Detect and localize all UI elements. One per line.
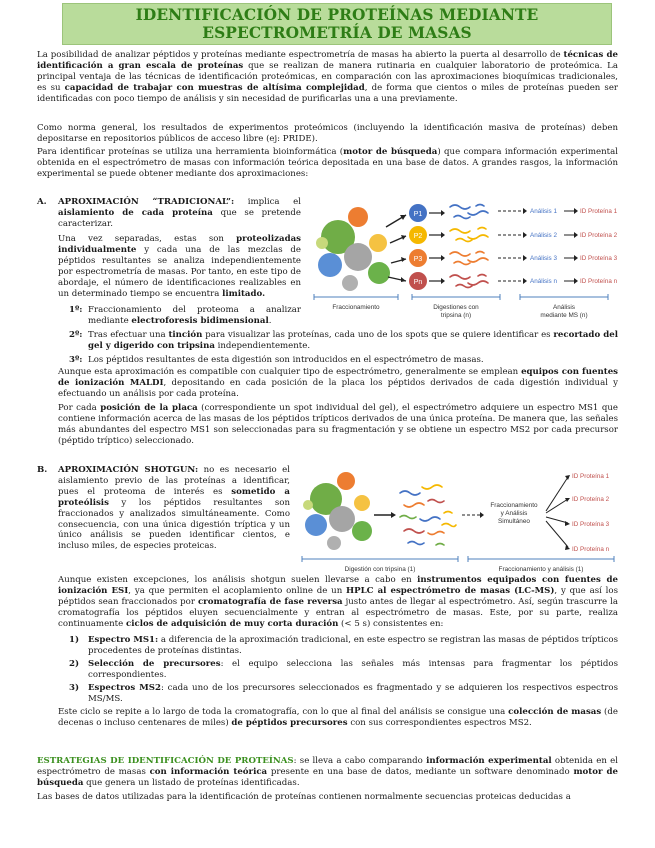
section-b-paragraph-3: Este ciclo se repite a lo largo de toda la cromatografía, con lo que al final del análisis se consigue una colección de masas (de decenas o incluso centenares de miles) de péptidos precursores con sus correspondientes espectros MS2.: [58, 707, 618, 728]
mixed-peptides: [400, 485, 456, 545]
peptides-pn: [450, 275, 488, 288]
section-b-label: B.: [37, 465, 48, 475]
spot-green-small: [368, 262, 390, 284]
step-1-text: Fraccionamiento del proteoma a analizar mediante electroforesis bidimensional.: [88, 305, 301, 326]
caption-digestiones-1: Digestiones con: [433, 304, 479, 311]
list-1-text: Espectro MS1: a diferencia de la aproximación tradicional, en este espectro se registran las masas de péptidos trípticos procedentes de proteínas distintas.: [88, 635, 619, 656]
spot-grey-large: [344, 243, 372, 271]
caption-fraccionamiento-shotgun: Fraccionamiento y análisis (1): [498, 566, 584, 573]
center-label-3: Simultáneo: [498, 518, 530, 525]
step-1-number: 1º:: [69, 305, 83, 315]
id-protein-3: ID Proteína 3: [580, 255, 618, 262]
figure-traditional-approach: [308, 193, 620, 327]
section-b-paragraph-1: APROXIMACIÓN SHOTGUN: no es necesario el aislamiento previo de las proteínas a identificar, pues el proteoma de interés es sometido a proteólisis y los péptidos resultantes son fraccionados y analizados simultáneamente. Como consecuencia, con una única digestión tríptica y un único análisis se pueden identificar cientos, e incluso miles, de especies proteicas.: [58, 465, 290, 552]
caption-digestiones-2: tripsina (n): [440, 312, 472, 319]
analysis-2-label: Análisis 2: [530, 232, 557, 239]
title-line-2: ESPECTROMETRÍA DE MASAS: [202, 24, 472, 42]
intro-paragraph-3: Para identificar proteínas se utiliza una herramienta bioinformática (motor de búsqueda) que compara información experimental obtenida en el espectrómetro de masas con información teórica depositada en una base de datos. A grandes rasgos, la información experimental se puede obtener mediante dos aproximaciones:: [37, 147, 619, 179]
id-protein-n: ID Proteína n: [580, 278, 618, 285]
strategies-paragraph-2: Las bases de datos utilizadas para la identificación de proteínas contienen normalmente secuencias proteicas deducidas a: [37, 792, 571, 802]
strategies-paragraph-1: ESTRATEGIAS DE IDENTIFICACIÓN DE PROTEÍNAS: se lleva a cabo comparando información experimental obtenida en el espectrómetro de masas con información teórica presente en una base de datos, mediante un software denominado motor de búsqueda que genera un listado de proteínas identificadas.: [37, 756, 618, 788]
center-label-1: Fraccionamiento: [490, 502, 538, 509]
spot-blue: [318, 253, 342, 277]
step-3-text: Los péptidos resultantes de esta digestión son introducidos en el espectrómetro de masas.: [88, 355, 484, 365]
shotgun-id-protein-3: ID Proteína 3: [572, 521, 610, 528]
id-protein-1: ID Proteína 1: [580, 208, 618, 215]
caption-fraccionamiento: Fraccionamiento: [332, 304, 380, 311]
spot-lime: [316, 237, 328, 249]
spot-orange: [348, 207, 368, 227]
section-a-paragraph-1: APROXIMACIÓN “TRADICIONAL”: implica el aislamiento de cada proteína que se pretende caracterizar.: [58, 197, 301, 229]
caption-analisis-2: mediante MS (n): [540, 312, 588, 319]
peptides-p1: [450, 205, 488, 219]
shotgun-id-protein-2: ID Proteína 2: [572, 496, 610, 503]
title-line-1: IDENTIFICACIÓN DE PROTEÍNAS MEDIANTE: [135, 6, 539, 24]
shotgun-id-protein-1: ID Proteína 1: [572, 473, 610, 480]
protein-p3-label: P3: [413, 256, 423, 263]
section-a-paragraph-3: Aunque esta aproximación es compatible con cualquier tipo de espectrómetro, generalmente se emplean equipos con fuentes de ionización MALDI, depositando en cada posición de la placa los péptidos derivados de cada digestión individual y efectuando un análisis por cada proteína.: [58, 367, 619, 399]
list-2-number: 2): [69, 659, 80, 669]
section-b-paragraph-2: Aunque existen excepciones, los análisis shotgun suelen llevarse a cabo en instrumentos equipados con fuentes de ionización ESI, ya que permiten el acoplamiento online de un HPLC al espectrómetro de masas (LC-MS), y que así los péptidos sean fraccionados por cromatografía de fase reversa justo antes de llegar al espectrómetro. Así, según trascurre la cromatografía los péptidos eluyen secuencialmente y entran al espectrómetro de masas. Este, por su parte, realiza continuamente ciclos de adquisición de muy corta duración (< 5 s) consistentes en:: [58, 575, 618, 629]
list-3-text: Espectros MS2: cada uno de los precursores seleccionados es fragmentado y se adquieren los respectivos espectros MS/MS.: [88, 683, 618, 704]
section-a-label: A.: [37, 197, 47, 207]
analysis-1-label: Análisis 1: [530, 208, 557, 215]
step-2-text: Tras efectuar una tinción para visualizar las proteínas, cada uno de los spots que se quiere identificar es recortado del gel y digerido con tripsina independientemente.: [88, 330, 618, 351]
peptides-p2: [450, 228, 488, 242]
analysis-3-label: Análisis 3: [530, 255, 557, 262]
list-3-number: 3): [69, 683, 80, 693]
figure-shotgun-approach: [296, 465, 618, 577]
analysis-n-label: Análisis n: [530, 278, 557, 285]
list-2-text: Selección de precursores: el equipo selecciona las señales más intensas para fragmentar los péptidos correspondientes.: [88, 659, 618, 680]
step-3-number: 3º:: [69, 355, 83, 365]
list-1-number: 1): [69, 635, 80, 645]
section-a-paragraph-2: Una vez separadas, estas son proteolizadas individualmente y cada una de las mezclas de péptidos resultantes se analiza independientemente por espectrometría de masas. Por tanto, en este tipo de abordaje, el número de identificaciones realizables en un determinado tiempo se encuentra limitado.: [58, 234, 301, 299]
id-protein-2: ID Proteína 2: [580, 232, 618, 239]
peptides-p3: [450, 252, 488, 265]
section-a-paragraph-4: Por cada posición de la placa (correspondiente un spot individual del gel), el espectrómetro adquiere un espectro MS1 que contiene información acerca de las masas de los péptidos trípticos derivados de una única proteína. De manera que, las señales más abundantes del espectro MS1 son seleccionadas para su fragmentación y se obtiene un espectro MS2 por cada precursor (péptido tríptico) seleccionado.: [58, 403, 618, 446]
spot-yellow: [369, 234, 387, 252]
intro-paragraph-1: La posibilidad de analizar péptidos y proteínas mediante espectrometría de masas ha abierto la puerta al desarrollo de técnicas de identificación a gran escala de proteínas que se realizan de manera rutinaria en cualquier laboratorio de proteómica. La principal ventaja de las técnicas de identificación proteómicas, en comparación con las aproximaciones bioquímicas tradicionales, es su capacidad de trabajar con muestras de altísima complejidad, de forma que cientos o miles de proteínas pueden ser identificadas con poco tiempo de análisis y sin necesidad de purificarlas una a una previamente.: [37, 50, 619, 104]
protein-pn-label: Pn: [413, 279, 423, 286]
caption-analisis-1: Análisis: [552, 304, 576, 311]
intro-paragraph-2: Como norma general, los resultados de experimentos proteómicos (incluyendo la identificación masiva de proteínas) deben depositarse en repositorios públicos de acceso libre (ej: PRIDE).: [37, 123, 618, 144]
title-banner: [62, 3, 612, 45]
center-label-2: y Análisis: [500, 510, 528, 517]
step-2-number: 2º:: [69, 330, 83, 340]
protein-p2-label: P2: [413, 233, 423, 240]
spot-grey-small: [342, 275, 358, 291]
protein-p1-label: P1: [413, 211, 423, 218]
shotgun-id-protein-n: ID Proteína n: [572, 546, 610, 553]
caption-digestion-shotgun: Digestión con tripsina (1): [344, 566, 416, 573]
